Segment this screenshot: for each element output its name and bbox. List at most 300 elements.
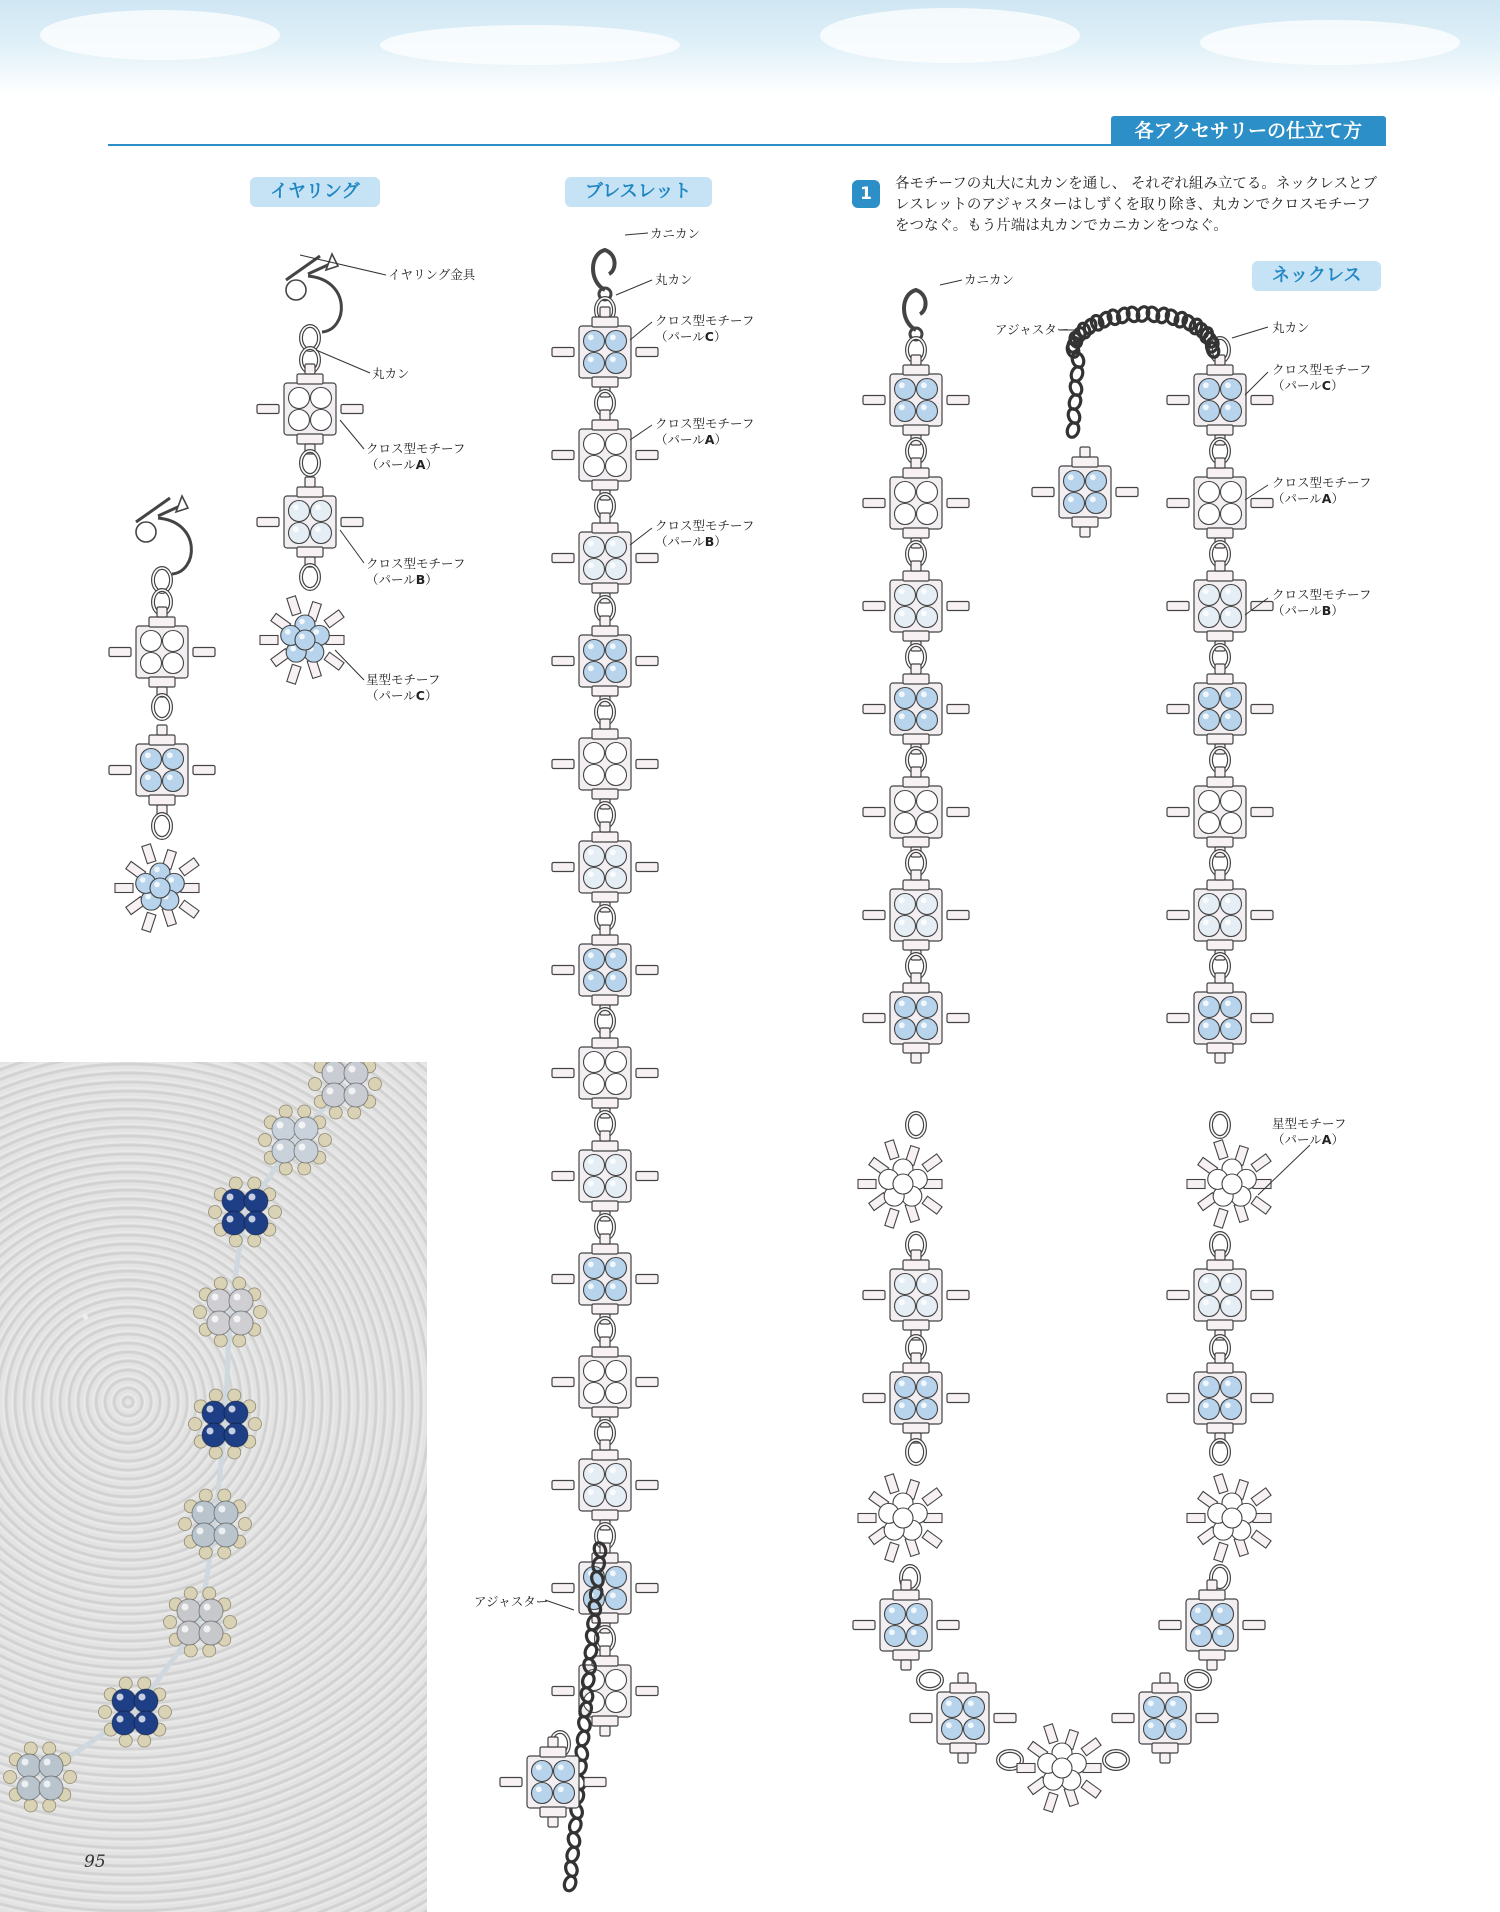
pearl-bead (895, 997, 916, 1018)
pearl-shine (610, 1180, 616, 1186)
necklace-clasp-label: カニカン (964, 272, 1015, 287)
bugle-bead (1207, 425, 1233, 435)
pearl-bead (895, 401, 916, 422)
pearl-shine (921, 1380, 927, 1386)
bugle-bead (1167, 499, 1189, 508)
jump-ring-highlight (907, 1113, 925, 1137)
pearl-bead (584, 331, 605, 352)
photo-pearl (202, 1423, 226, 1447)
step-instruction: 各モチーフの丸大に丸カンを通し、 それぞれ組み立てる。ネックレスとブレスレットのアジャスターはしずくを取り除き、丸カンでクロスモチーフをつなぐ。もう片端は丸カンでカニカンをつなぐ。 (895, 176, 1377, 234)
bugle-bead (287, 596, 301, 616)
pearl-shine (536, 1786, 542, 1792)
pearl-shine (588, 746, 594, 752)
photo-seed-bead (24, 1799, 37, 1812)
bugle-bead (297, 374, 323, 384)
bugle-bead (592, 377, 618, 387)
photo-seed-bead (184, 1587, 197, 1600)
photo-seed-bead (99, 1706, 112, 1719)
photo-seed-bead (138, 1734, 151, 1747)
pearl-shine (610, 1386, 616, 1392)
pearl-bead (964, 1719, 985, 1740)
pearl-shine (588, 871, 594, 877)
star-motif (858, 1140, 942, 1228)
bugle-bead (1207, 880, 1233, 890)
photo-pearl (222, 1189, 246, 1213)
photo-seed-bead (228, 1446, 241, 1459)
cross-motif (109, 607, 215, 697)
pearl-shine (167, 634, 173, 640)
cross-motif (863, 870, 969, 960)
bugle-bead (903, 983, 929, 993)
bugle-bead (1251, 1154, 1271, 1172)
pearl-shine (1056, 1747, 1062, 1753)
photo-seed-bead (279, 1162, 292, 1175)
pearl-shine (1217, 1524, 1223, 1530)
cross-motif (863, 664, 969, 754)
earring-fitting-label: イヤリング金具 (388, 267, 476, 282)
pearl-bead (917, 504, 938, 525)
cross-motif (552, 616, 658, 706)
photo-seed-bead (164, 1616, 177, 1629)
bugle-bead (911, 973, 921, 983)
star-motif (115, 844, 199, 932)
photo-pearl (112, 1689, 136, 1713)
photo-seed-bead (224, 1616, 237, 1629)
pearl-shine (588, 643, 594, 649)
photo-seed-bead (43, 1742, 56, 1755)
photo-pearl-shine (22, 1759, 29, 1766)
pearl-shine (899, 507, 905, 513)
pearl-bead (584, 765, 605, 786)
pearl-bead (584, 1280, 605, 1301)
bugle-bead (592, 686, 618, 696)
pearl-shine (1203, 485, 1209, 491)
pearl-shine (899, 897, 905, 903)
bugle-bead (1207, 1043, 1233, 1053)
necklace-cross-c-label: クロス型モチーフ （パールC） (1272, 362, 1372, 393)
photo-seed-bead (203, 1644, 216, 1657)
pearl-shine (911, 1507, 917, 1513)
pearl-bead (606, 1486, 627, 1507)
bugle-bead (548, 1817, 558, 1827)
pearl-bead (584, 559, 605, 580)
pearl-shine (1047, 1774, 1053, 1780)
photo-pearl (244, 1189, 268, 1213)
bugle-bead (149, 617, 175, 627)
cross-motif (863, 1250, 969, 1340)
pearl-shine (889, 1629, 895, 1635)
bugle-bead (157, 607, 167, 617)
bugle-bead (552, 1275, 574, 1284)
pearl-bead (295, 630, 315, 650)
photo-pearl (199, 1599, 223, 1623)
leader-line (616, 280, 652, 295)
bugle-bead (305, 477, 315, 487)
leader-line (630, 425, 652, 440)
pearl-shine (946, 1722, 952, 1728)
bugle-bead (179, 858, 199, 876)
bugle-bead (947, 499, 969, 508)
pearl-bead (895, 1296, 916, 1317)
pearl-shine (1225, 1299, 1231, 1305)
star-motif (260, 596, 344, 684)
bugle-bead (193, 766, 215, 775)
pearl-shine (1203, 897, 1209, 903)
pearl-bead (554, 1761, 575, 1782)
pearl-bead (893, 1508, 913, 1528)
bugle-bead (1207, 468, 1233, 478)
photo-seed-bead (248, 1177, 261, 1190)
bugle-bead (1167, 1291, 1189, 1300)
photo-pearl-shine (197, 1506, 204, 1513)
pearl-bead (606, 743, 627, 764)
lobster-clasp (593, 250, 615, 300)
pearl-bead (606, 1567, 627, 1588)
bugle-bead (600, 616, 610, 626)
pearl-bead (606, 1670, 627, 1691)
bugle-bead (592, 317, 618, 327)
jump-ring-highlight (301, 565, 319, 589)
clasp-hook (593, 250, 615, 290)
pearl-bead (606, 1177, 627, 1198)
pearl-shine (1225, 404, 1231, 410)
pearl-shine (1203, 1000, 1209, 1006)
pearl-bead (895, 1399, 916, 1420)
bugle-bead (540, 1747, 566, 1757)
pearl-shine (1203, 794, 1209, 800)
pearl-shine (897, 1163, 903, 1169)
photo-pearl (112, 1711, 136, 1735)
pearl-shine (588, 540, 594, 546)
pearl-shine (1170, 1700, 1176, 1706)
leader-line (1245, 485, 1268, 500)
pearl-bead (917, 1019, 938, 1040)
bugle-bead (600, 1131, 610, 1141)
pearl-bead (584, 640, 605, 661)
pearl-bead (942, 1719, 963, 1740)
photo-pearl (207, 1311, 231, 1335)
bugle-bead (858, 1180, 876, 1189)
clasp-hook (904, 290, 926, 330)
photo-pearl (17, 1776, 41, 1800)
pearl-bead (1221, 607, 1242, 628)
jump-ring-highlight (918, 1671, 942, 1689)
pearl-shine (899, 691, 905, 697)
bugle-bead (287, 664, 301, 684)
bugle-bead (592, 1407, 618, 1417)
pearl-shine (588, 849, 594, 855)
earring-cross-a-label: クロス型モチーフ （パールA） (366, 441, 466, 472)
pearl-bead (895, 504, 916, 525)
star-motif (1187, 1474, 1271, 1562)
pearl-shine (911, 1629, 917, 1635)
necklace-photo (0, 1062, 427, 1912)
bugle-bead (903, 1260, 929, 1270)
pearl-shine (1042, 1757, 1048, 1763)
pearl-bead (1221, 1399, 1242, 1420)
pearl-shine (315, 413, 321, 419)
pearl-shine (899, 610, 905, 616)
photo-beads (0, 1062, 427, 1912)
bugle-bead (552, 657, 574, 666)
pearl-bead (1144, 1697, 1165, 1718)
pearl-bead (1199, 1296, 1220, 1317)
pearl-bead (1213, 1604, 1234, 1625)
pearl-bead (606, 537, 627, 558)
pearl-bead (532, 1761, 553, 1782)
photo-seed-bead (209, 1206, 222, 1219)
pearl-shine (1225, 1402, 1231, 1408)
bugle-bead (863, 808, 885, 817)
chain-link (562, 1875, 577, 1893)
bugle-bead (592, 420, 618, 430)
photo-pearl-shine (139, 1694, 146, 1701)
photo-pearl-shine (197, 1528, 204, 1535)
bugle-bead (1207, 1363, 1233, 1373)
bugle-bead (1207, 1423, 1233, 1433)
pearl-bead (917, 1377, 938, 1398)
bugle-bead (592, 1347, 618, 1357)
pearl-shine (1203, 713, 1209, 719)
bugle-bead (1207, 983, 1233, 993)
photo-seed-bead (214, 1277, 227, 1290)
cross-motif (1167, 664, 1273, 754)
pearl-shine (1212, 1173, 1218, 1179)
pearl-shine (1203, 691, 1209, 697)
jump-ring-highlight (1186, 1671, 1210, 1689)
pearl-bead (584, 353, 605, 374)
bugle-bead (903, 528, 929, 538)
cross-motif (552, 410, 658, 500)
pearl-bead (584, 949, 605, 970)
necklace-cross-a-label: クロス型モチーフ （パールA） (1272, 475, 1372, 506)
photo-pearl-shine (349, 1066, 356, 1073)
photo-seed-bead (138, 1677, 151, 1690)
pearl-bead (311, 388, 332, 409)
pearl-shine (1148, 1722, 1154, 1728)
bugle-bead (636, 348, 658, 357)
pearl-shine (1068, 474, 1074, 480)
photo-seed-bead (119, 1734, 132, 1747)
pearl-bead (584, 1258, 605, 1279)
photo-seed-bead (249, 1418, 262, 1431)
bugle-bead (305, 364, 315, 374)
bugle-bead (1207, 1260, 1233, 1270)
pearl-bead (917, 482, 938, 503)
pearl-shine (145, 774, 151, 780)
photo-seed-bead (229, 1234, 242, 1247)
pearl-bead (1199, 504, 1220, 525)
pearl-bead (1221, 916, 1242, 937)
pearl-shine (1217, 1629, 1223, 1635)
pearl-bead (1199, 1399, 1220, 1420)
pearl-bead (917, 585, 938, 606)
fitting-loop (308, 276, 341, 332)
bugle-bead (885, 1542, 899, 1562)
bugle-bead (1207, 631, 1233, 641)
pearl-bead (289, 388, 310, 409)
pearl-shine (921, 794, 927, 800)
bugle-bead (1167, 911, 1189, 920)
pearl-bead (1199, 1019, 1220, 1040)
leader-line (630, 322, 652, 340)
pearl-shine (921, 1402, 927, 1408)
bugle-bead (903, 1423, 929, 1433)
pearl-bead (1221, 1377, 1242, 1398)
pearl-bead (895, 813, 916, 834)
pearl-shine (1195, 1629, 1201, 1635)
pearl-shine (921, 610, 927, 616)
pearl-bead (1221, 401, 1242, 422)
pearl-bead (1222, 1508, 1242, 1528)
photo-pearl (294, 1117, 318, 1141)
cross-motif (1167, 355, 1273, 445)
bugle-bead (1072, 457, 1098, 467)
bracelet-tag: ブレスレット (565, 177, 712, 207)
pearl-bead (1221, 1274, 1242, 1295)
pearl-bead (1221, 504, 1242, 525)
bracelet-adjuster-label: アジャスター (474, 1594, 549, 1609)
bugle-bead (1251, 911, 1273, 920)
pearl-bead (895, 1377, 916, 1398)
photo-pearl-shine (327, 1066, 334, 1073)
bugle-bead (193, 648, 215, 657)
pearl-bead (584, 1383, 605, 1404)
pearl-shine (1203, 404, 1209, 410)
bugle-bead (592, 832, 618, 842)
pearl-bead (1222, 1174, 1242, 1194)
pearl-shine (899, 1402, 905, 1408)
pearl-bead (584, 1177, 605, 1198)
photo-seed-bead (228, 1389, 241, 1402)
bugle-bead (1207, 365, 1233, 375)
bugle-bead (1243, 1621, 1265, 1630)
pearl-shine (588, 437, 594, 443)
pearl-shine (1240, 1507, 1246, 1513)
bugle-bead (1159, 1621, 1181, 1630)
bugle-bead (600, 513, 610, 523)
bugle-bead (592, 729, 618, 739)
pearl-bead (1199, 401, 1220, 422)
bugle-bead (600, 925, 610, 935)
pearl-shine (610, 1467, 616, 1473)
pearl-shine (899, 382, 905, 388)
earring-star-c-label: 星型モチーフ （パールC） (366, 672, 441, 703)
pearl-bead (917, 894, 938, 915)
pearl-shine (610, 1158, 616, 1164)
photo-seed-bead (199, 1546, 212, 1559)
bugle-bead (1207, 1660, 1217, 1670)
pearl-bead (584, 537, 605, 558)
pearl-shine (1148, 1700, 1154, 1706)
pearl-bead (1199, 585, 1220, 606)
pearl-shine (588, 974, 594, 980)
cross-motif (863, 561, 969, 651)
pearl-shine (154, 882, 160, 888)
bugle-bead (592, 935, 618, 945)
pearl-bead (895, 1019, 916, 1040)
bugle-bead (1167, 1394, 1189, 1403)
bugle-bead (1187, 1514, 1205, 1523)
photo-seed-bead (259, 1134, 272, 1147)
photo-seed-bead (309, 1078, 322, 1091)
bugle-bead (947, 808, 969, 817)
bugle-bead (1199, 1590, 1225, 1600)
photo-seed-bead (214, 1334, 227, 1347)
pearl-shine (145, 634, 151, 640)
pearl-shine (299, 619, 305, 625)
pearl-shine (315, 391, 321, 397)
pearl-bead (163, 749, 184, 770)
bugle-bead (1112, 1714, 1134, 1723)
pearl-shine (1225, 794, 1231, 800)
pearl-bead (895, 607, 916, 628)
pearl-shine (299, 634, 305, 640)
pearl-bead (584, 971, 605, 992)
pearl-bead (917, 607, 938, 628)
bugle-bead (1160, 1673, 1170, 1683)
bugle-bead (592, 626, 618, 636)
cross-motif (500, 1737, 606, 1827)
pearl-shine (610, 562, 616, 568)
pearl-shine (1203, 507, 1209, 513)
pearl-bead (606, 456, 627, 477)
bugle-bead (903, 1320, 929, 1330)
pearl-shine (145, 752, 151, 758)
pearl-shine (588, 1386, 594, 1392)
photo-seed-bead (64, 1771, 77, 1784)
photo-seed-bead (184, 1644, 197, 1657)
photo-seed-bead (43, 1799, 56, 1812)
pearl-bead (311, 410, 332, 431)
bugle-bead (592, 480, 618, 490)
pearl-bead (1086, 471, 1107, 492)
bugle-bead (1080, 447, 1090, 457)
pearl-bead (917, 791, 938, 812)
bugle-bead (863, 1394, 885, 1403)
cross-motif (863, 973, 969, 1063)
bugle-bead (922, 1530, 942, 1548)
bugle-bead (911, 767, 921, 777)
pearl-shine (1090, 496, 1096, 502)
bugle-bead (636, 1584, 658, 1593)
pearl-shine (897, 1178, 903, 1184)
pearl-bead (584, 662, 605, 683)
pearl-shine (290, 646, 296, 652)
bugle-bead (636, 1069, 658, 1078)
pearl-shine (1056, 1762, 1062, 1768)
pearl-bead (584, 456, 605, 477)
bugle-bead (552, 554, 574, 563)
pearl-bead (606, 1280, 627, 1301)
pearl-shine (610, 768, 616, 774)
bugle-bead (1167, 396, 1189, 405)
photo-pearl (229, 1289, 253, 1313)
photo-pearl-shine (204, 1626, 211, 1633)
pearl-shine (968, 1700, 974, 1706)
bugle-bead (1207, 940, 1233, 950)
bugle-bead (903, 631, 929, 641)
cross-motif (552, 1440, 658, 1530)
pearl-shine (558, 1764, 564, 1770)
pearl-bead (942, 1697, 963, 1718)
photo-pearl-shine (182, 1604, 189, 1611)
pearl-bead (554, 1783, 575, 1804)
bugle-bead (910, 1714, 932, 1723)
cross-motif (552, 822, 658, 912)
photo-pearl-shine (207, 1428, 214, 1435)
pearl-bead (1221, 894, 1242, 915)
